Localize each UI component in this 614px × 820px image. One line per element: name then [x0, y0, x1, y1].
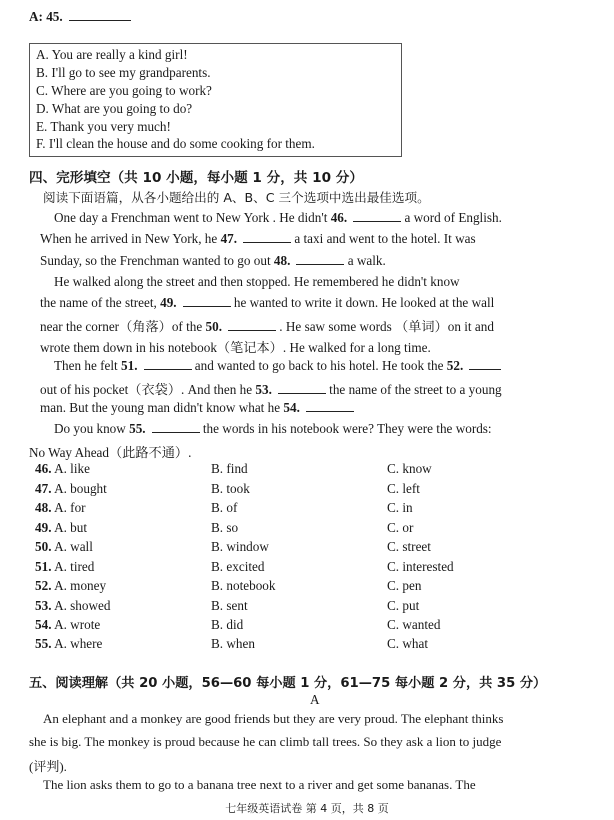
answer-45-label: A: 45.: [29, 9, 63, 24]
option-c: C. Where are you going to work?: [36, 83, 212, 98]
choice-b: B. did: [211, 617, 244, 632]
passage-line: One day a Frenchman went to New York . He didn't 46. a word of English.: [54, 210, 502, 225]
passage-line: man. But the young man didn't know what he 54.: [40, 400, 354, 416]
option-a: A. You are really a kind girl!: [36, 47, 188, 62]
passage-line: out of his pocket（衣袋）. And then he 53. the name of the street to a young: [40, 382, 502, 397]
passage-line: No Way Ahead（此路不通）.: [29, 445, 192, 460]
choice-row: 52. A. money: [35, 578, 107, 593]
choice-b: B. took: [211, 481, 250, 496]
choice-row: 53. A. showed: [35, 598, 111, 613]
choice-b: B. notebook: [211, 578, 276, 593]
choice-c: C. in: [387, 500, 413, 515]
choice-c: C. left: [387, 481, 420, 496]
options-box: [29, 43, 402, 157]
choice-row: 48. A. for: [35, 500, 86, 515]
reading-line: The lion asks them to go to a banana tree next to a river and get some bananas. The: [43, 777, 476, 792]
passage-line: the name of the street, 49. he wanted to write it down. He looked at the wall: [40, 295, 495, 310]
choice-b: B. window: [211, 539, 269, 554]
section-5-title: 五、阅读理解（共 20 小题，56—60 每小题 1 分，61—75 每小题 2 分，共 35 分）: [29, 676, 547, 691]
choice-c: C. interested: [387, 559, 454, 574]
option-b: B. I'll go to see my grandparents.: [36, 65, 211, 80]
choice-b: B. when: [211, 636, 255, 651]
choice-c: C. what: [387, 636, 429, 651]
reading-line: she is big. The monkey is proud because he can climb tall trees. So they ask a lion to judge: [29, 734, 502, 749]
passage-line: Do you know 55. the words in his notebook were? They were the words:: [54, 421, 492, 436]
choice-b: B. sent: [211, 598, 248, 613]
choice-c: C. put: [387, 598, 420, 613]
choice-c: C. pen: [387, 578, 422, 593]
choice-row: 47. A. bought: [35, 481, 107, 496]
choice-row: 54. A. wrote: [35, 617, 101, 632]
choice-row: 49. A. but: [35, 520, 88, 535]
passage-line: Then he felt 51. and wanted to go back to his hotel. He took the 52.: [54, 358, 501, 374]
choice-row: 55. A. where: [35, 636, 103, 651]
answer-45-line: [29, 9, 131, 25]
choice-c: C. know: [387, 461, 432, 476]
option-e: E. Thank you very much!: [36, 119, 171, 134]
choice-row: 46. A. like: [35, 461, 90, 476]
passage-line: near the corner（角落）of the 50. . He saw some words （单词）on it and: [40, 319, 494, 334]
passage-a-label: A: [310, 692, 320, 707]
choice-b: B. excited: [211, 559, 265, 574]
choice-row: 50. A. wall: [35, 539, 93, 554]
choice-c: C. or: [387, 520, 414, 535]
passage-line: He walked along the street and then stopped. He remembered he didn't know: [54, 274, 460, 289]
passage-line: wrote them down in his notebook（笔记本）. He walked for a long time.: [40, 340, 431, 355]
option-d: D. What are you going to do?: [36, 101, 193, 116]
reading-line: An elephant and a monkey are good friends but they are very proud. The elephant thinks: [43, 711, 504, 726]
passage-line: Sunday, so the Frenchman wanted to go out 48. a walk.: [40, 253, 386, 268]
option-f: F. I'll clean the house and do some cooking for them.: [36, 136, 315, 151]
answer-45-blank: [69, 19, 131, 21]
page-footer: 七年级英语试卷 第 4 页，共 8 页: [225, 802, 389, 815]
reading-line: (评判).: [29, 759, 67, 774]
choice-b: B. find: [211, 461, 248, 476]
choice-b: B. of: [211, 500, 238, 515]
section-4-title: 四、完形填空（共 10 小题，每小题 1 分，共 10 分）: [29, 170, 363, 186]
section-4-instruction: 阅读下面语篇，从各小题给出的 A、B、C 三个选项中选出最佳选项。: [43, 190, 430, 205]
choice-b: B. so: [211, 520, 239, 535]
choice-row: 51. A. tired: [35, 559, 95, 574]
passage-line: When he arrived in New York, he 47. a taxi and went to the hotel. It was: [40, 231, 476, 246]
choice-c: C. street: [387, 539, 431, 554]
choice-c: C. wanted: [387, 617, 441, 632]
